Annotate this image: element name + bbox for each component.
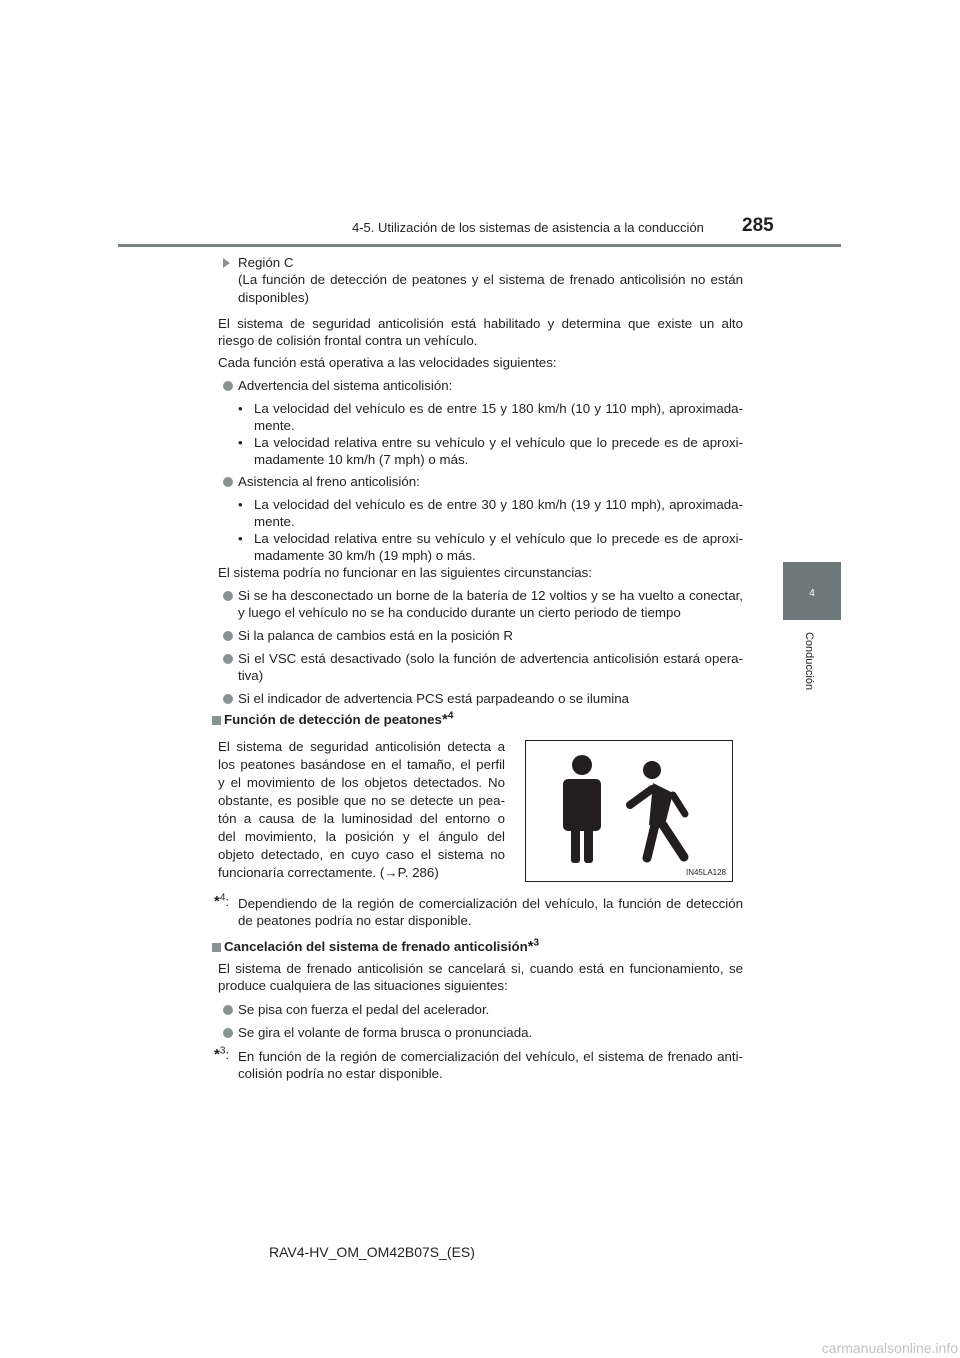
dash-bullet: • bbox=[238, 531, 243, 546]
intro-speeds: Cada función está operativa a las velocidades siguientes: bbox=[218, 355, 557, 370]
round-bullet-icon bbox=[223, 477, 233, 487]
footnote-ref: 4 bbox=[447, 710, 454, 722]
cancellation-body-line: produce cualquiera de las situaciones siguientes: bbox=[218, 978, 508, 993]
pedestrian-heading-text: Función de detección de peatones bbox=[224, 712, 442, 727]
cancellation-heading-text: Cancelación del sistema de frenado anticolisión bbox=[224, 939, 528, 954]
warning-item-line: mente. bbox=[254, 418, 295, 433]
footnote-star: * bbox=[441, 711, 448, 728]
footnote-number: 4 bbox=[219, 892, 226, 904]
condition-line: tiva) bbox=[238, 668, 264, 683]
footnote-3-line: En función de la región de comercialización del vehículo, el sistema de frenado anti- bbox=[238, 1049, 743, 1064]
pedestrian-body-line: El sistema de seguridad anticolisión detecta a bbox=[218, 739, 505, 754]
brake-item-line: La velocidad relativa entre su vehículo y el vehículo que lo precede es de aproxi- bbox=[254, 531, 743, 546]
dash-bullet: • bbox=[238, 497, 243, 512]
chapter-label: Conducción bbox=[803, 632, 815, 691]
brake-item-line: madamente 30 km/h (19 mph) o más. bbox=[254, 548, 476, 563]
section-title: 4-5. Utilización de los sistemas de asistencia a la conducción bbox=[352, 220, 704, 235]
cancellation-item: Se gira el volante de forma brusca o pronunciada. bbox=[238, 1025, 533, 1040]
footnote-star: * bbox=[527, 938, 534, 955]
footnote-4-line: de peatones podría no estar disponible. bbox=[238, 913, 472, 928]
pedestrian-body-last bbox=[218, 864, 439, 881]
page-reference-link[interactable]: P. 286) bbox=[397, 865, 439, 880]
footnote-number: 3 bbox=[219, 1045, 226, 1057]
chapter-label-wrap bbox=[802, 632, 816, 712]
pedestrian-figure bbox=[525, 740, 733, 882]
footnote-ref: 3 bbox=[533, 937, 540, 949]
condition-item: Si el indicador de advertencia PCS está parpadeando o se ilumina bbox=[238, 691, 630, 706]
condition-line: Si el VSC está desactivado (solo la función de advertencia anticolisión estará opera- bbox=[238, 651, 743, 666]
brake-assist-label: Asistencia al freno anticolisión: bbox=[238, 474, 420, 489]
arrow-right-icon: → bbox=[384, 865, 398, 880]
round-bullet-icon bbox=[223, 631, 233, 641]
round-bullet-icon bbox=[223, 1005, 233, 1015]
chapter-tab[interactable] bbox=[783, 562, 841, 620]
region-c-heading: Región C bbox=[238, 255, 294, 270]
conditions-intro: El sistema podría no funcionar en las siguientes circunstancias: bbox=[218, 565, 592, 580]
walking-pedestrian-icon bbox=[630, 761, 685, 858]
condition-line: y luego el vehículo no se ha conducido durante un cierto periodo de tiempo bbox=[238, 605, 681, 620]
round-bullet-icon bbox=[223, 1028, 233, 1038]
pedestrian-body-line: tón a causa de la luminosidad del entorno o bbox=[218, 811, 505, 826]
pedestrian-heading bbox=[224, 711, 453, 728]
watermark: carmanualsonline.info bbox=[821, 1340, 958, 1356]
footnote-3-mark: *$^3$: bbox=[214, 1045, 230, 1063]
region-c-line: (La función de detección de peatones y el sistema de frenado anticolisión no están bbox=[238, 272, 743, 287]
brake-item-line: La velocidad del vehículo es de entre 30 y 180 km/h (19 y 110 mph), aproximada- bbox=[254, 497, 743, 512]
page-number: 285 bbox=[742, 215, 774, 236]
pedestrian-body-line: del movimiento, la posición y el ángulo del bbox=[218, 829, 505, 844]
document-code: RAV4-HV_OM_OM42B07S_(ES) bbox=[269, 1244, 475, 1260]
condition-line: Si se ha desconectado un borne de la batería de 12 voltios y se ha vuelto a conectar, bbox=[238, 588, 743, 603]
square-bullet-icon bbox=[212, 716, 221, 725]
warning-item-line: madamente 10 km/h (7 mph) o más. bbox=[254, 452, 469, 467]
brake-item-line: mente. bbox=[254, 514, 295, 529]
footnote-3-line: colisión podría no estar disponible. bbox=[238, 1066, 443, 1081]
warning-item-line: La velocidad relativa entre su vehículo y el vehículo que lo precede es de aproxi- bbox=[254, 435, 743, 450]
condition-item: Si la palanca de cambios está en la posición R bbox=[238, 628, 513, 643]
square-bullet-icon bbox=[212, 943, 221, 952]
warning-item-line: La velocidad del vehículo es de entre 15 y 180 km/h (10 y 110 mph), aproximada- bbox=[254, 401, 743, 416]
pedestrian-last-text: funcionaría correctamente. ( bbox=[218, 865, 385, 880]
pedestrian-body-line: los peatones basándose en el tamaño, el perfil bbox=[218, 757, 505, 772]
region-c-line: disponibles) bbox=[238, 290, 309, 305]
pedestrian-body-line: obstante, es posible que no se detecte un pea- bbox=[218, 793, 505, 808]
round-bullet-icon bbox=[223, 381, 233, 391]
intro-paragraph-line: riesgo de colisión frontal contra un vehículo. bbox=[218, 333, 478, 348]
standing-pedestrian-icon bbox=[563, 755, 601, 863]
pedestrians-illustration bbox=[526, 741, 732, 881]
pedestrian-body-line: y el movimiento de los objetos detectados. No bbox=[218, 775, 505, 790]
round-bullet-icon bbox=[223, 591, 233, 601]
footnote-4-line: Dependiendo de la región de comercialización del vehículo, la función de detección bbox=[238, 896, 743, 911]
cancellation-item: Se pisa con fuerza el pedal del acelerador. bbox=[238, 1002, 490, 1017]
chapter-number: 4 bbox=[809, 588, 815, 599]
footnote-4-mark: *$^4$: bbox=[214, 892, 230, 910]
dash-bullet: • bbox=[238, 401, 243, 416]
triangle-bullet-icon bbox=[223, 258, 230, 268]
round-bullet-icon bbox=[223, 654, 233, 664]
cancellation-body-line: El sistema de frenado anticolisión se cancelará si, cuando está en funcionamiento, se bbox=[218, 961, 743, 976]
header-rule bbox=[118, 244, 841, 247]
round-bullet-icon bbox=[223, 694, 233, 704]
warning-label: Advertencia del sistema anticolisión: bbox=[238, 378, 453, 393]
figure-code: IN45LA128 bbox=[685, 868, 726, 877]
dash-bullet: • bbox=[238, 435, 243, 450]
intro-paragraph-line: El sistema de seguridad anticolisión está habilitado y determina que existe un alto bbox=[218, 316, 743, 331]
pedestrian-body-line: objeto detectado, en cuyo caso el sistema no bbox=[218, 847, 505, 862]
cancellation-heading bbox=[224, 938, 539, 955]
